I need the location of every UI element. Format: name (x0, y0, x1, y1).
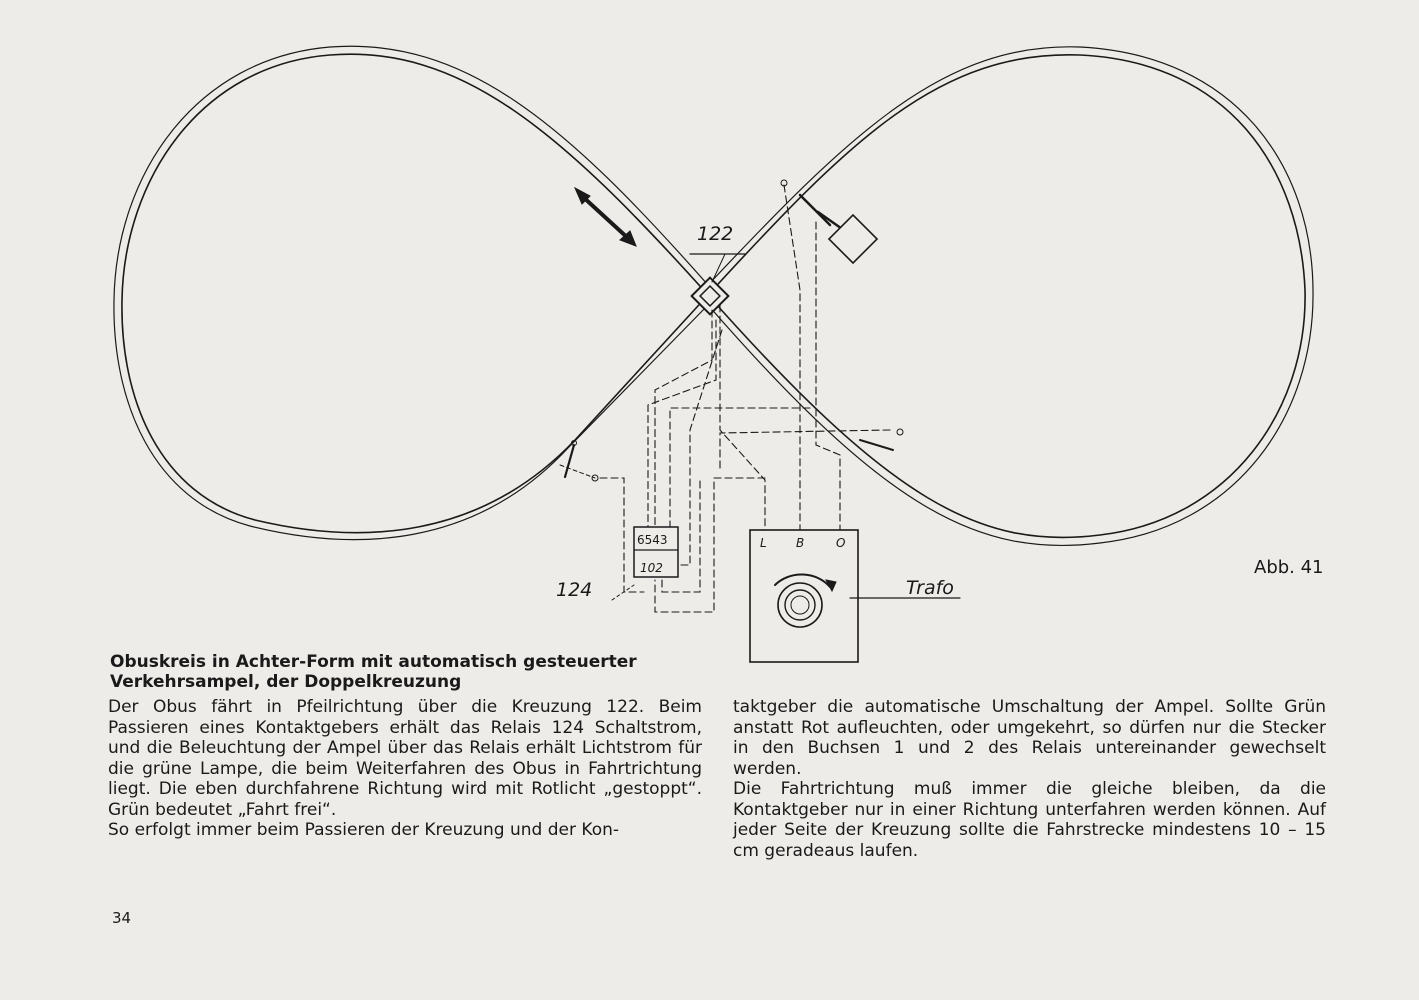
trafo-terminal-b: B (796, 536, 805, 550)
traffic-light (829, 215, 877, 263)
relay-bottom-digits: 102 (640, 561, 663, 575)
paragraph: So erfolgt immer beim Passieren der Kreuzung und der Kon- (108, 820, 620, 840)
caption (110, 652, 670, 692)
caption-line-1: Obuskreis in Achter-Form mit automatisch gesteuerter (110, 652, 637, 672)
page-number: 34 (112, 909, 132, 927)
paragraph: Die Fahrtrichtung muß immer die gleiche bleiben, da die Kontaktgeber nur in einer Richtung unterfahren werden können. Auf jeder Seite der Kreuzung sollte die Fahrstrecke mindestens 10 – 15 cm geradeaus laufen. (733, 779, 1326, 861)
trafo-terminal-l: L (760, 536, 767, 550)
relay-label: 124 (556, 579, 593, 601)
trafo-label: Trafo (906, 577, 954, 599)
text-column-right (733, 697, 1326, 861)
paragraph: taktgeber die automatische Umschaltung der Ampel. Sollte Grün anstatt Rot aufleuchten, oder umgekehrt, so dürfen nur die Stecker in den Buchsen 1 und 2 des Relais untereinander gewechselt werden. (733, 697, 1326, 779)
caption-line-2: Verkehrsampel, der Doppelkreuzung (110, 672, 462, 692)
relay-top-digits: 6543 (637, 533, 668, 547)
text-column-left (108, 697, 702, 841)
trafo-terminal-o: O (836, 536, 846, 550)
paragraph: Der Obus fährt in Pfeilrichtung über die Kreuzung 122. Beim Passieren eines Kontaktgebers erhält das Relais 124 Schaltstrom, und die Beleuchtung der Ampel über das Relais erhält Lichtstrom für die grüne Lampe, die beim Weiterfahren des Obus in Fahrtrichtung liegt. Die eben durchfahrene Richtung wird mit Rotlicht „gestoppt“. Grün bedeutet „Fahrt frei“. (108, 697, 702, 820)
figure-number: Abb. 41 (1254, 557, 1324, 578)
crossing-label: 122 (697, 223, 734, 245)
